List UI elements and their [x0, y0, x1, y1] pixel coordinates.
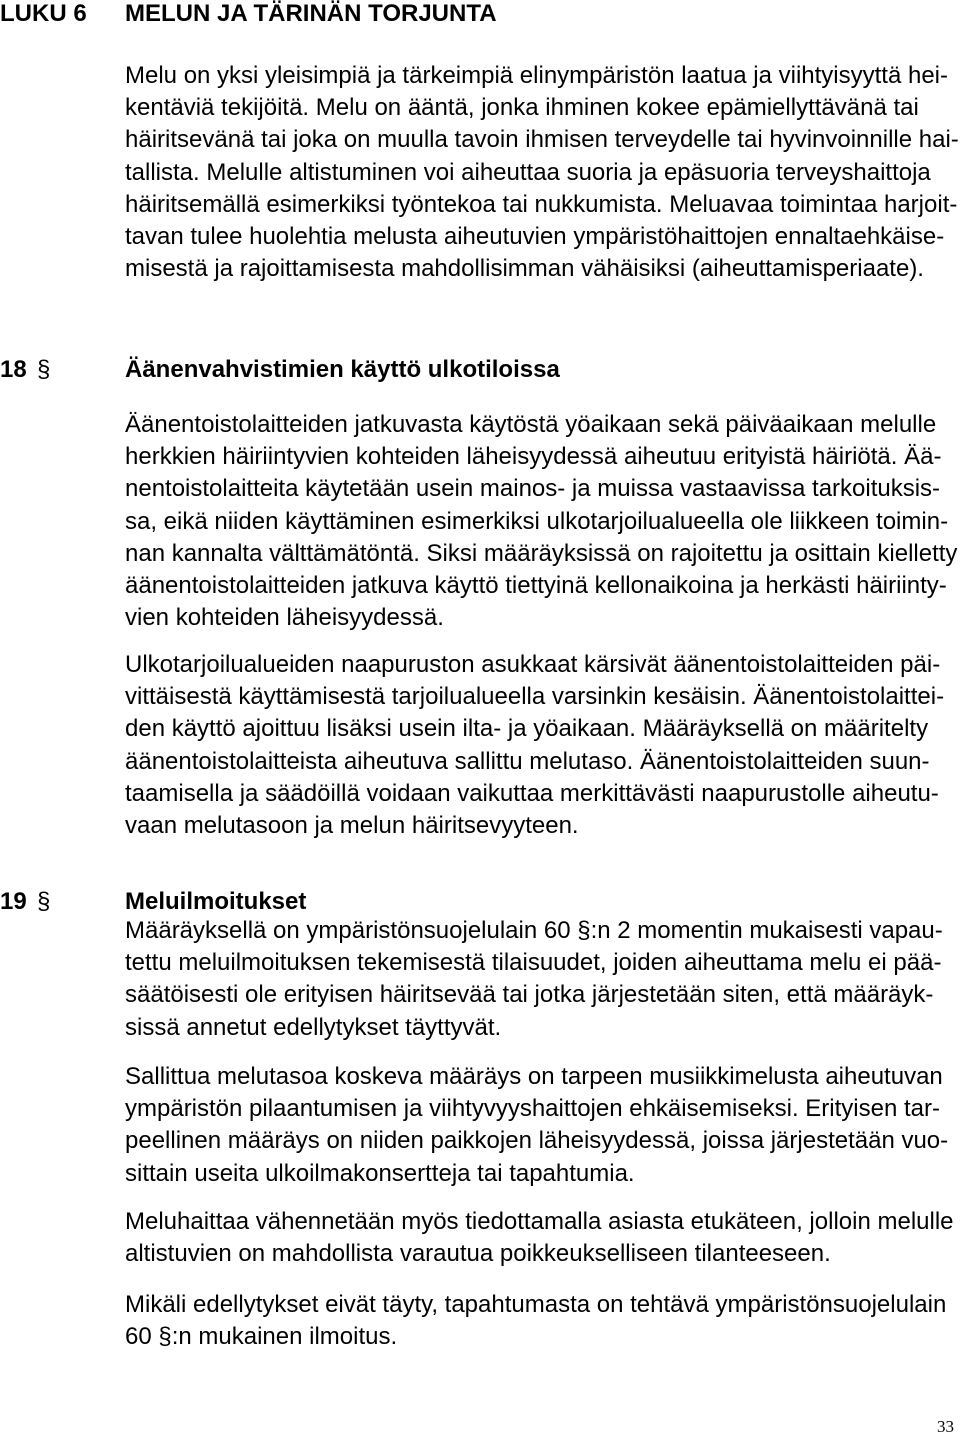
- paragraph-line: Ulkotarjoilualueiden naapuruston asukkaat kärsivät äänentoistolaitteiden päi-: [125, 651, 941, 678]
- paragraph-line: taamisella ja säädöillä voidaan vaikuttaa merkittävästi naapurustolle aiheutu-: [125, 779, 939, 807]
- chapter-label: LUKU 6: [0, 0, 87, 27]
- section-19-paragraph-1: [125, 915, 943, 1044]
- paragraph-line: äänentoistolaitteiden jatkuva käyttö tiettyinä kellonaikoina ja herkästi häiriinty-: [125, 572, 947, 600]
- paragraph-line: Äänentoistolaitteiden jatkuvasta käytöstä yöaikaan sekä päiväaikaan melulle: [125, 411, 937, 438]
- section-19-paragraph-4: [125, 1289, 946, 1353]
- paragraph-line: kentäviä tekijöitä. Melu on ääntä, jonka ihminen kokee epämiellyttävänä tai: [125, 94, 919, 122]
- section-18-number: 18: [0, 356, 27, 383]
- section-19-symbol: §: [37, 888, 51, 915]
- paragraph-line: äänentoistolaitteista aiheutuva sallittu melutaso. Äänentoistolaitteiden suun-: [125, 747, 930, 775]
- paragraph-line: sissä annetut edellytykset täyttyvät.: [125, 1013, 502, 1041]
- paragraph-line: sa, eikä niiden käyttäminen esimerkiksi ulkotarjoilualueella ole liikkeen toimin-: [125, 507, 949, 535]
- paragraph-line: vien kohteiden läheisyydessä.: [125, 604, 444, 632]
- paragraph-line: säätöisesti ole erityisen häiritsevää tai jotka järjestetään siten, että määräyk-: [125, 981, 934, 1009]
- paragraph-line: peellinen määräys on niiden paikkojen läheisyydessä, joissa järjestetään vuo-: [125, 1127, 949, 1155]
- section-18-symbol: §: [37, 356, 51, 383]
- paragraph-line: tallista. Melulle altistuminen voi aiheuttaa suoria ja epäsuoria terveyshaittoja: [125, 158, 931, 186]
- paragraph-line: vittäisestä käyttämisestä tarjoilualueella varsinkin kesäisin. Äänentoistolaittei-: [125, 683, 945, 711]
- section-19-paragraph-2: [125, 1061, 948, 1190]
- paragraph-line: misestä ja rajoittamisesta mahdollisimman vähäisiksi (aiheuttamisperiaate).: [125, 255, 924, 283]
- paragraph-line: sittain useita ulkoilmakonsertteja tai tapahtumia.: [125, 1159, 635, 1187]
- paragraph-line: ympäristön pilaantumisen ja viihtyvyyshaittojen ehkäisemiseksi. Erityisen tar-: [125, 1095, 940, 1123]
- section-19-paragraph-3: [125, 1206, 954, 1270]
- section-19-number: 19: [0, 888, 27, 915]
- paragraph-line: den käyttö ajoittuu lisäksi usein ilta- ja yöaikaan. Määräyksellä on määritelty: [125, 715, 929, 743]
- paragraph-line: nan kannalta välttämätöntä. Siksi määräyksissä on rajoitettu ja osittain kielletty: [125, 539, 958, 567]
- paragraph-line: Meluhaittaa vähennetään myös tiedottamalla asiasta etukäteen, jolloin melulle: [125, 1208, 954, 1235]
- paragraph-line: Sallittua melutasoa koskeva määräys on tarpeen musiikkimelusta aiheutuvan: [125, 1063, 943, 1090]
- intro-paragraph: [125, 60, 959, 285]
- paragraph-line: tavan tulee huolehtia melusta aiheutuvien ympäristöhaittojen ennaltaehkäise-: [125, 223, 945, 251]
- section-18-paragraph-2: [125, 649, 944, 842]
- section-18-paragraph-1: [125, 409, 957, 634]
- paragraph-line: tettu meluilmoituksen tekemisestä tilaisuudet, joiden aiheuttama melu ei pää-: [125, 949, 942, 977]
- paragraph-line: nentoistolaitteita käytetään usein mainos- ja muissa vastaavissa tarkoituksis-: [125, 475, 941, 503]
- paragraph-line: häiritsemällä esimerkiksi työntekoa tai nukkumista. Meluavaa toimintaa harjoit-: [125, 190, 958, 218]
- paragraph-line: altistuvien on mahdollista varautua poikkeukselliseen tilanteeseen.: [125, 1240, 831, 1268]
- paragraph-line: 60 §:n mukainen ilmoitus.: [125, 1323, 398, 1351]
- section-19-title: Meluilmoitukset: [125, 888, 307, 915]
- page-number: 33: [937, 1417, 954, 1436]
- paragraph-line: häiritsevänä tai joka on muulla tavoin ihmisen terveydelle tai hyvinvoinnille hai-: [125, 126, 959, 154]
- paragraph-line: herkkien häiriintyvien kohteiden läheisyydessä aiheutuu erityistä häiriötä. Ää-: [125, 443, 942, 471]
- paragraph-line: Määräyksellä on ympäristönsuojelulain 60 §:n 2 momentin mukaisesti vapau-: [125, 917, 943, 944]
- chapter-title: MELUN JA TÄRINÄN TORJUNTA: [125, 0, 497, 27]
- paragraph-line: Melu on yksi yleisimpiä ja tärkeimpiä elinympäristön laatua ja viihtyisyyttä hei-: [125, 62, 948, 89]
- paragraph-line: vaan melutasoon ja melun häiritsevyyteen.: [125, 812, 579, 840]
- paragraph-line: Mikäli edellytykset eivät täyty, tapahtumasta on tehtävä ympäristönsuojelulain: [125, 1291, 947, 1318]
- section-18-title: Äänenvahvistimien käyttö ulkotiloissa: [125, 356, 560, 383]
